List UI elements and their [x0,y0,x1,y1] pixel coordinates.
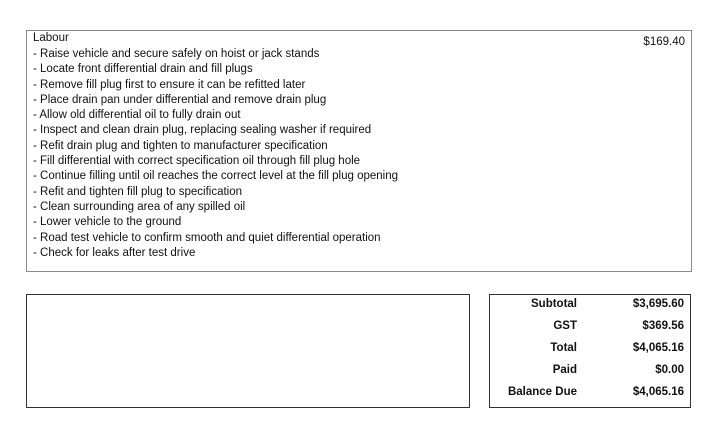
labour-task: - Fill differential with correct specification oil through fill plug hole [33,155,361,168]
labour-task: - Place drain pan under differential and remove drain plug [33,93,327,106]
labour-title: Labour [33,32,69,44]
labour-amount: $169.40 [643,36,685,48]
paid-row [490,364,690,380]
totals-box [489,294,691,408]
subtotal-row [490,298,690,314]
labour-task: - Lower vehicle to the ground [33,216,182,229]
gst-row [490,320,690,336]
labour-task: - Clean surrounding area of any spilled oil [33,200,246,213]
total-value: $4,065.16 [632,342,684,354]
paid-label: Paid [552,364,577,376]
labour-task: - Locate front differential drain and fill plugs [33,63,253,76]
total-label: Total [550,342,577,354]
labour-task: - Road test vehicle to confirm smooth and quiet differential operation [33,231,381,244]
labour-line-item [26,30,692,272]
total-row [490,342,690,358]
labour-task: - Refit and tighten fill plug to specification [33,185,243,198]
balance-due-row [490,386,690,402]
gst-value: $369.56 [642,320,684,332]
balance-due-value: $4,065.16 [632,386,684,398]
labour-task-list [33,47,398,261]
paid-value: $0.00 [655,364,684,376]
labour-task: - Continue filling until oil reaches the correct level at the fill plug opening [33,170,399,183]
labour-task: - Check for leaks after test drive [33,246,196,259]
labour-task: - Raise vehicle and secure safely on hoist or jack stands [33,48,320,60]
labour-task: - Refit drain plug and tighten to manufacturer specification [33,139,328,152]
notes-box [26,294,470,408]
labour-task: - Inspect and clean drain plug, replacing sealing washer if required [33,124,372,137]
labour-task: - Remove fill plug first to ensure it can be refitted later [33,78,306,91]
labour-task: - Allow old differential oil to fully drain out [33,109,241,122]
subtotal-label: Subtotal [531,298,577,310]
gst-label: GST [553,320,577,332]
subtotal-value: $3,695.60 [632,298,684,310]
balance-due-label: Balance Due [507,386,577,398]
